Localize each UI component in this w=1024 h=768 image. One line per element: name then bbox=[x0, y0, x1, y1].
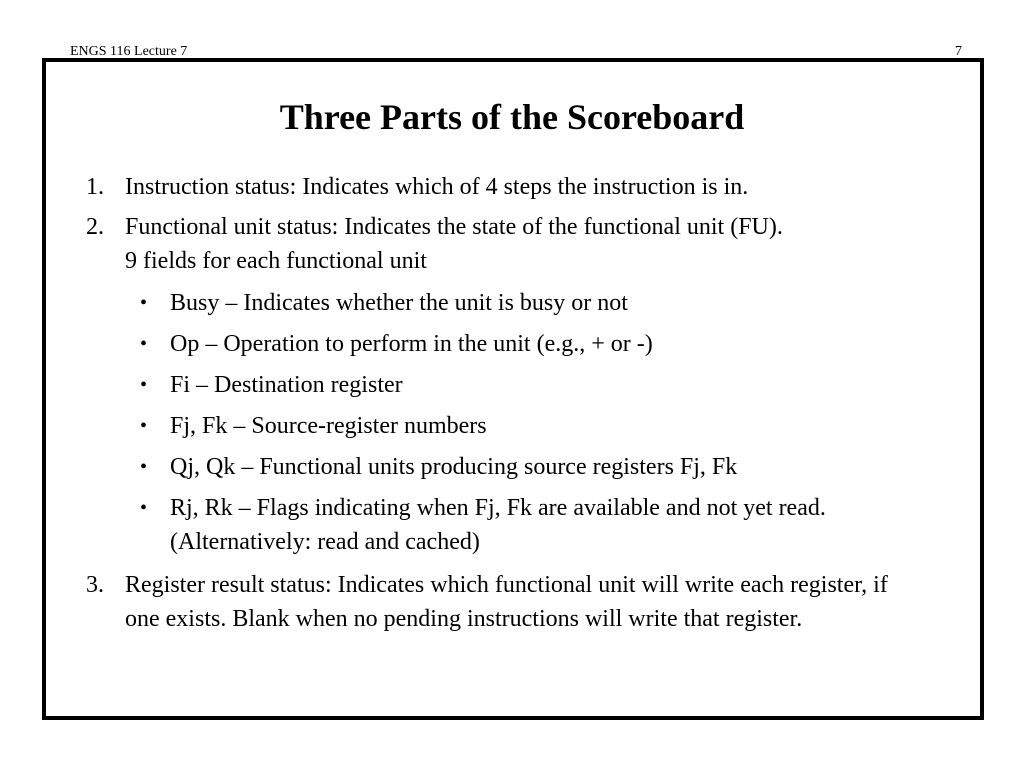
list-item-text: Instruction status: Indicates which of 4 steps the instruction is in. bbox=[125, 174, 749, 200]
bullet-item-fi bbox=[140, 368, 900, 402]
list-item-number: 3. bbox=[86, 572, 104, 598]
list-item-text-line2: 9 fields for each functional unit bbox=[125, 248, 427, 274]
bullet-item-op bbox=[140, 327, 900, 361]
list-item-functional-unit-status bbox=[86, 210, 926, 278]
bullet-text: Fi – Destination register bbox=[170, 372, 403, 398]
bullet-item-fj-fk bbox=[140, 409, 900, 443]
bullet-icon: • bbox=[140, 415, 148, 437]
bullet-icon: • bbox=[140, 456, 148, 478]
list-item-instruction-status bbox=[86, 170, 926, 204]
bullet-icon: • bbox=[140, 374, 148, 396]
bullet-text: Op – Operation to perform in the unit (e.g., + or -) bbox=[170, 331, 653, 357]
list-item-register-result-status bbox=[86, 568, 926, 636]
list-item-number: 2. bbox=[86, 214, 104, 240]
bullet-text: Fj, Fk – Source-register numbers bbox=[170, 413, 487, 439]
bullet-item-qj-qk bbox=[140, 450, 900, 484]
bullet-icon: • bbox=[140, 497, 148, 519]
list-item-text: Functional unit status: Indicates the state of the functional unit (FU). bbox=[125, 214, 783, 240]
bullet-text: Rj, Rk – Flags indicating when Fj, Fk are available and not yet read. (Alternatively: read and cached) bbox=[170, 495, 826, 555]
slide-title: Three Parts of the Scoreboard bbox=[279, 97, 745, 137]
bullet-icon: • bbox=[140, 333, 148, 355]
bullet-icon: • bbox=[140, 292, 148, 314]
list-item-text: Register result status: Indicates which functional unit will write each register, if one exists. Blank when no pending instructions will write that register. bbox=[125, 572, 888, 632]
slide-page-number: 7 bbox=[955, 44, 962, 59]
list-item-number: 1. bbox=[86, 174, 104, 200]
bullet-item-rj-rk bbox=[140, 491, 900, 559]
bullet-text: Qj, Qk – Functional units producing source registers Fj, Fk bbox=[170, 454, 738, 480]
bullet-text: Busy – Indicates whether the unit is busy or not bbox=[170, 290, 628, 316]
bullet-item-busy bbox=[140, 286, 900, 320]
slide-header-course: ENGS 116 Lecture 7 bbox=[70, 44, 188, 59]
